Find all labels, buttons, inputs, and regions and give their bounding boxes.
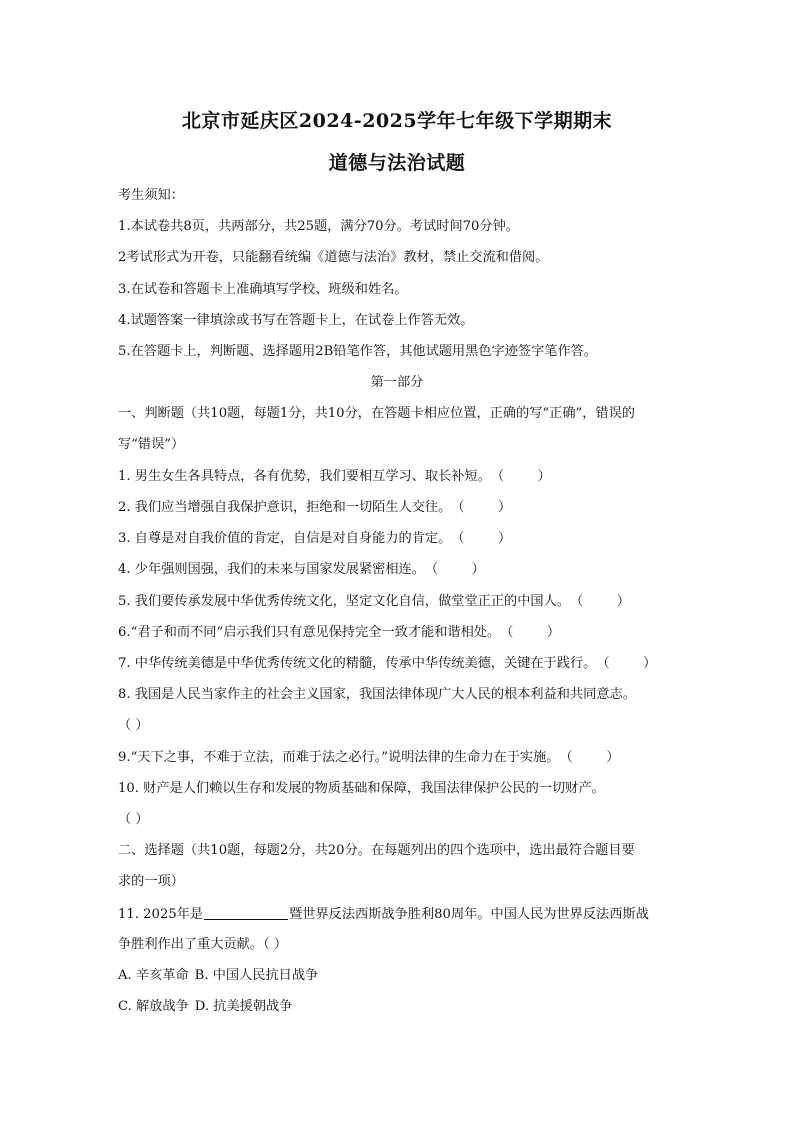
question-7 [118,655,656,673]
answer-paren: （ ） [424,562,485,577]
section1-heading: 一、判断题（共10题，每题1分，共10分，在答题卡相应位置，正确的写“正确”，错误的 [118,406,635,421]
question-text: 1. 男生女生各具特点，各有优势，我们要相互学习、取长补短。 [118,469,491,484]
notice-item-2: 2考试形式为开卷，只能翻看统编《道德与法治》教材，禁止交流和借阅。 [118,250,549,265]
question-6 [118,624,560,642]
question-4 [118,561,485,579]
question-5 [118,593,630,611]
question-11-cont: 争胜利作出了重大贡献。（ ） [118,937,288,952]
notice-item-4: 4.试题答案一律填涂或书写在答题卡上，在试卷上作答无效。 [118,313,474,328]
answer-paren: （ ） [559,750,620,765]
question-text: 11. 2025年是 [118,907,204,922]
fill-blank [204,905,288,920]
section1-heading-cont: 写“错误”） [118,437,185,452]
question-text: 7. 中华传统美德是中华优秀传统文化的精髓，传承中华传统美德，关键在于践行。 [118,656,597,671]
question-text: 6.“君子和而不同”启示我们只有意见保持完全一致才能和谐相处。 [118,625,501,640]
options-row-1 [118,967,318,985]
answer-paren: （ ） [451,531,512,546]
options-row-2 [118,998,292,1016]
option-b: B. 中国人民抗日战争 [194,968,319,983]
question-11 [118,905,649,924]
option-d: D. 抗美援朝战争 [194,999,293,1014]
answer-paren: （ ） [569,594,630,609]
notice-item-5: 5.在答题卡上，判断题、选择题用2B铅笔作答，其他试题用黑色字迹签字笔作答。 [118,344,598,359]
notice-item-1: 1.本试卷共8页，共两部分，共25题，满分70分。考试时间70分钟。 [118,219,519,234]
question-1 [118,468,551,486]
question-9 [118,749,619,767]
notice-heading: 考生须知： [118,188,184,203]
exam-title: 北京市延庆区2024-2025学年七年级下学期期末 [181,110,613,132]
question-10-paren: （ ） [118,812,149,827]
question-text: 4. 少年强则国强，我们的未来与国家发展紧密相连。 [118,562,425,577]
question-text: 9.“天下之事，不难于立法，而难于法之必行。”说明法律的生命力在于实施。 [118,750,560,765]
question-8-paren: （ ） [118,718,149,733]
exam-subtitle: 道德与法治试题 [328,152,466,174]
question-text: 5. 我们要传承发展中华优秀传统文化，坚定文化自信，做堂堂正正的中国人。 [118,594,570,609]
notice-item-3: 3.在试卷和答题卡上准确填写学校、班级和姓名。 [118,282,408,297]
answer-paren: （ ） [500,625,561,640]
answer-paren: （ ） [596,656,657,671]
option-a: A. 辛亥革命 [118,968,189,983]
question-2 [118,499,511,517]
question-8: 8. 我国是人民当家作主的社会主义国家，我国法律体现广大人民的根本利益和共同意志。 [118,687,636,702]
question-text: 暨世界反法西斯战争胜利80周年。中国人民为世界反法西斯战 [289,907,649,922]
section2-heading: 二、选择题（共10题，每题2分，共20分。在每题列出的四个选项中，选出最符合题目要 [118,843,635,858]
section2-heading-cont: 求的一项） [118,874,184,889]
question-text: 3. 自尊是对自我价值的肯定，自信是对自身能力的肯定。 [118,531,452,546]
question-3 [118,530,511,548]
answer-paren: （ ） [451,500,512,515]
option-c: C. 解放战争 [118,999,189,1014]
answer-paren: （ ） [490,469,551,484]
question-text: 2. 我们应当增强自我保护意识，拒绝和一切陌生人交往。 [118,500,452,515]
part-title: 第一部分 [370,375,424,390]
question-10: 10. 财产是人们赖以生存和发展的物质基础和保障，我国法律保护公民的一切财产。 [118,781,605,796]
